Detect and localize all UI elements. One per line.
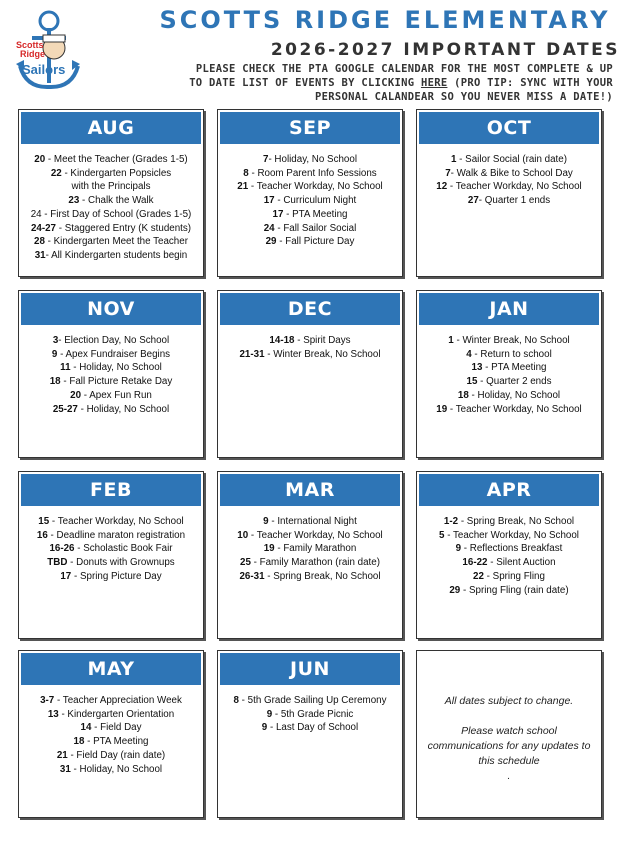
event-text: - Deadline maraton registration [47,529,186,541]
event-list [220,153,400,249]
event-text: - Apex Fundraiser Begins [57,348,171,360]
event-item [21,235,201,249]
event-item [21,749,201,763]
event-date: 24 [263,222,275,234]
event-text: - 5th Grade Sailing Up Ceremony [238,695,387,706]
event-item [21,180,201,194]
month-header: AUG [21,112,201,144]
event-text: - PTA Meeting [283,208,348,220]
svg-text:Scotts: Scotts [16,40,44,50]
event-item [21,153,201,167]
event-date: 25 [240,557,251,569]
event-date: 28 [34,236,45,248]
event-date: 3-7 [40,695,55,706]
month-header: JUN [220,653,400,685]
month-card-dec [217,290,403,458]
event-item [21,389,201,403]
event-text: 24 - First Day of School (Grades 1-5) [30,208,192,220]
month-card-apr [416,471,602,639]
event-date: 1 [448,335,454,346]
event-item [419,375,599,389]
event-item [220,222,400,236]
event-text: - Spring Break, No School [264,570,381,582]
month-header: SEP [220,112,400,144]
month-card-oct [416,109,602,277]
event-text: - Donuts with Grownups [67,557,175,569]
event-date: 17 [272,208,284,220]
disclaimer-text [425,694,593,784]
event-item [21,334,201,348]
event-date: 21 [237,181,249,193]
event-date: 22 [50,167,62,179]
event-date: 16-22 [462,557,488,569]
month-header: APR [419,474,599,506]
event-text: - Teacher Appreciation Week [54,695,182,706]
event-date: 4 [466,348,472,360]
event-date: 23 [68,195,80,207]
event-item [419,515,599,529]
event-date: 17 [60,570,72,582]
event-item [220,235,400,249]
event-date: 24-27 [30,222,56,234]
event-text: - International Night [268,516,357,527]
event-item [21,556,201,570]
month-card-aug [18,109,204,277]
event-date: 31 [59,763,71,775]
event-item [220,334,400,348]
event-date: 9 [51,348,58,360]
event-date: 10 [237,529,249,541]
event-item [220,167,400,181]
event-text: - Spring Fling (rain date) [460,584,569,596]
event-item [21,763,201,777]
event-item [220,180,400,194]
event-item [419,389,599,403]
event-item [220,194,400,208]
event-item [419,584,599,598]
calendar-link[interactable]: HERE [420,77,448,89]
event-text: - PTA Meeting [482,362,547,374]
event-list [419,334,599,416]
event-item [21,361,201,375]
month-header: JAN [419,293,599,325]
month-header: FEB [21,474,201,506]
month-card-feb [18,471,204,639]
event-item [220,515,400,529]
event-text: - Teacher Workday, No School [447,181,582,193]
event-item [419,194,599,208]
event-item [21,721,201,735]
event-text: - Teacher Workday, No School [248,181,383,193]
event-item [21,708,201,722]
event-text: - Holiday, No School [468,389,561,401]
event-date: 9 [266,708,273,720]
event-list [419,515,599,597]
event-date: 12 [436,181,448,193]
event-item [21,375,201,389]
event-text: - Teacher Workday, No School [447,403,582,415]
event-text: - Winter Break, No School [453,335,570,346]
event-date: 9 [261,722,268,734]
month-header: MAR [220,474,400,506]
event-text: - Holiday, No School [70,763,163,775]
event-item [21,542,201,556]
event-text: - Quarter 1 ends [478,195,551,207]
event-text: - Spring Picture Day [71,570,162,582]
event-item [419,348,599,362]
svg-text:Ridge: Ridge [20,49,46,59]
event-item [220,153,400,167]
event-item [419,529,599,543]
svg-text:Sailors: Sailors [22,62,66,77]
event-date: 17 [263,195,275,207]
event-text: - Teacher Workday, No School [248,529,383,541]
month-card-jun [217,650,403,818]
event-date: 5 [439,529,445,541]
event-list [220,515,400,584]
event-date: 26-31 [239,570,265,582]
month-header: NOV [21,293,201,325]
event-text: - Scholastic Book Fair [74,543,173,555]
event-text: - Field Day [91,722,142,734]
event-text: - PTA Meeting [84,736,149,748]
event-date: 16-26 [49,543,75,555]
event-item [21,403,201,417]
calendar-note [68,62,613,104]
event-list [21,153,201,263]
month-card-mar [217,471,403,639]
event-item [220,348,400,362]
month-card-may [18,650,204,818]
event-date: 31 [34,249,46,261]
event-item [220,529,400,543]
event-date: 1 [451,154,457,165]
event-item [21,735,201,749]
event-text: - Chalk the Walk [79,195,154,207]
event-item [419,570,599,584]
page-title: SCOTTS RIDGE ELEMENTARY [159,6,611,34]
event-text: - Holiday, No School [268,154,358,165]
event-text: - All Kindergarten students begin [45,249,188,261]
event-text: - Reflections Breakfast [461,543,563,555]
event-date: 18 [457,389,469,401]
event-date: 20 [70,389,82,401]
event-date: 7 [262,154,269,165]
event-text: - Family Marathon [274,543,357,555]
month-header: DEC [220,293,400,325]
note-line-2 [68,76,613,90]
month-header: MAY [21,653,201,685]
event-text: - Kindergarten Meet the Teacher [44,236,188,248]
event-date: TBD [47,557,68,569]
event-date: 27 [467,195,479,207]
event-text: - Holiday, No School [77,403,170,415]
event-text: - Holiday, No School [70,362,162,374]
event-date: 22 [473,570,484,582]
event-list [220,694,400,735]
event-date: 18 [49,376,61,388]
event-text: - Election Day, No School [58,335,170,346]
event-date: 8 [233,695,239,706]
page-subtitle: 2026-2027 IMPORTANT DATES [270,40,620,60]
event-text: - Kindergarten Popsicles [61,167,172,179]
disclaimer-card [416,650,602,818]
note-line-3: PERSONAL CALANDEAR SO YOU NEVER MISS A DATE!) [315,91,613,103]
event-date: 11 [60,362,71,374]
event-text: - Silent Auction [487,557,556,569]
event-list [21,334,201,416]
event-date: 9 [455,543,462,555]
disclaimer-line-2: Please watch school communications for any updates to this schedule [427,725,591,767]
event-text: - Spirit Days [294,335,351,346]
event-date: 16 [36,529,48,541]
event-date: 21 [56,749,68,761]
event-item [419,361,599,375]
event-text: - Last Day of School [267,722,359,734]
event-text: - 5th Grade Picnic [272,708,354,720]
event-date: 25-27 [52,403,78,415]
event-text: - Spring Break, No School [458,516,575,527]
event-item [419,403,599,417]
event-item [419,167,599,181]
event-text: - Walk & Bike to School Day [450,167,573,179]
event-date: 15 [466,376,478,388]
event-text: - Fall Picture Retake Day [60,376,173,388]
event-date: 19 [436,403,448,415]
event-text: - Teacher Workday, No School [49,516,184,527]
event-date: 1-2 [443,516,459,527]
event-item [419,180,599,194]
note-line-1: PLEASE CHECK THE PTA GOOGLE CALENDAR FOR THE MOST COMPLETE & UP [195,63,613,75]
event-text: - Family Marathon (rain date) [250,557,380,569]
event-text: - Fall Sailor Social [274,222,357,234]
disclaimer-line-1: All dates subject to change. [444,695,574,707]
event-item [21,694,201,708]
event-text: with the Principals [71,181,151,193]
event-item [220,542,400,556]
month-card-nov [18,290,204,458]
event-item [220,208,400,222]
event-item [419,153,599,167]
event-date: 14 [80,722,92,734]
event-date: 14-18 [269,335,295,346]
event-item [419,556,599,570]
event-date: 18 [73,736,85,748]
event-text: - Room Parent Info Sessions [248,167,377,179]
event-text: - Staggered Entry (K students) [56,222,192,234]
event-date: 15 [38,516,50,527]
note-line-2-start: TO DATE LIST OF EVENTS BY CLICKING [189,77,421,89]
event-date: 8 [243,167,249,179]
event-date: 13 [471,362,483,374]
event-item [21,167,201,181]
month-card-jan [416,290,602,458]
event-item [419,542,599,556]
event-text: - Meet the Teacher (Grades 1-5) [45,154,188,165]
event-date: 21-31 [239,348,265,360]
event-text: - Sailor Social (rain date) [456,154,567,165]
event-list [21,515,201,584]
event-text: - Curriculum Night [274,195,357,207]
event-list [220,334,400,361]
event-text: - Apex Fun Run [81,389,152,401]
event-date: 3 [52,335,59,346]
month-header: OCT [419,112,599,144]
event-date: 29 [449,584,461,596]
event-text: - Return to school [471,348,552,360]
event-item [21,529,201,543]
event-item [220,708,400,722]
event-item [220,556,400,570]
event-item [21,194,201,208]
event-item [21,515,201,529]
event-item [21,208,201,222]
event-text: - Field Day (rain date) [67,749,166,761]
event-item [21,570,201,584]
event-text: - Spring Fling [483,570,545,582]
event-text: - Kindergarten Orientation [58,708,175,720]
event-item [21,249,201,263]
event-date: 29 [265,236,277,248]
month-card-sep [217,109,403,277]
event-date: 13 [47,708,59,720]
event-date: 20 [34,154,46,165]
event-item [220,694,400,708]
event-item [21,348,201,362]
event-text: - Winter Break, No School [264,348,381,360]
event-item [220,721,400,735]
event-item [419,334,599,348]
event-date: 7 [445,167,451,179]
event-date: 19 [263,543,275,555]
disclaimer-line-3: . [507,770,511,782]
event-list [419,153,599,208]
event-text: - Teacher Workday, No School [444,529,579,541]
event-text: - Quarter 2 ends [477,376,552,388]
event-text: - Fall Picture Day [276,236,355,248]
note-line-2-end: (PRO TIP: SYNC WITH YOUR [447,77,613,89]
event-item [21,222,201,236]
event-date: 9 [263,516,269,527]
event-list [21,694,201,776]
event-item [220,570,400,584]
